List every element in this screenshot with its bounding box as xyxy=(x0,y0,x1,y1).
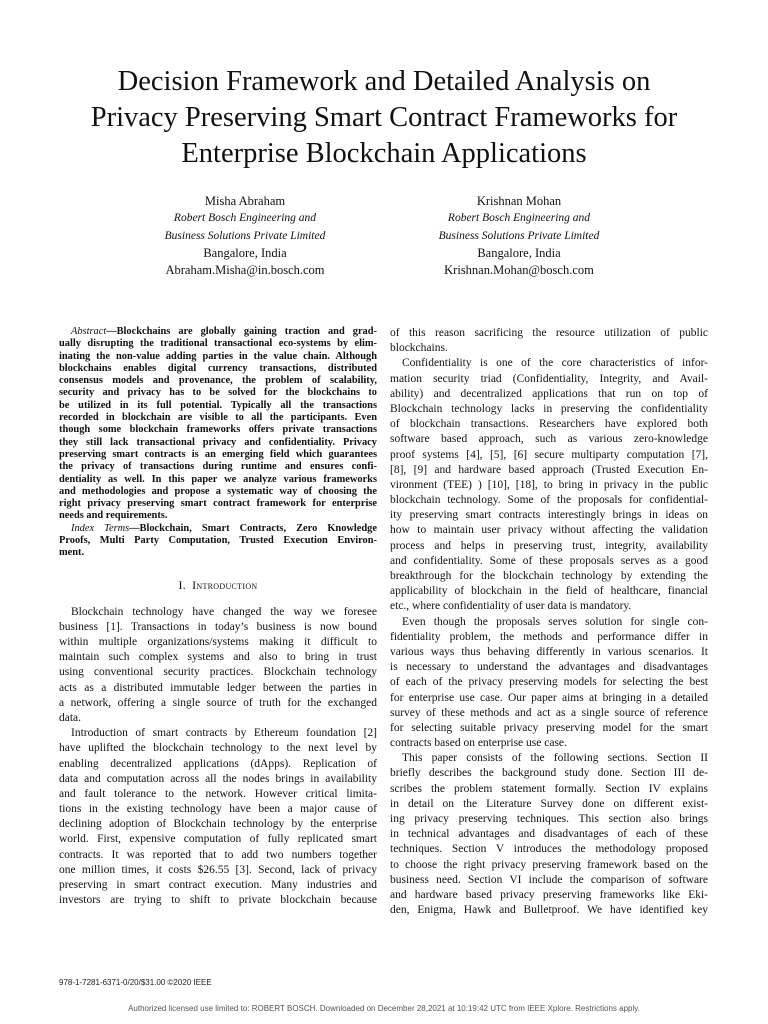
text-line: is necessary to understand the advantages and disadvantages xyxy=(390,661,708,674)
left-body-text xyxy=(59,605,377,909)
text-line: etc., where confidentiality of user data is mandatory. xyxy=(390,600,632,613)
text-line: inating the non-value adding parties in the value chain. Although xyxy=(59,350,377,362)
text-line: Even though the proposals serves solution for single con- xyxy=(402,615,708,628)
text-line: tions in the existing technology have been a major cause of xyxy=(59,803,377,816)
text-line: techniques. Section V introduces the methodology proposed xyxy=(390,843,708,856)
paper-title xyxy=(40,64,728,172)
author-affiliation: Robert Bosch Engineering and xyxy=(447,212,591,225)
text-line: dentiality as well. In this paper we analyze various frameworks xyxy=(59,473,377,485)
text-line: one million times, it costs $26.55 [3]. Second, lack of privacy xyxy=(59,863,377,876)
text-line: how to maintain user privacy without affecting the validation xyxy=(390,524,708,537)
text-line: and hardware based privacy preserving frameworks like Eki- xyxy=(390,888,708,901)
text-line: of this reason sacrificing the resource utilization of public xyxy=(390,327,708,339)
text-line: contracts. It was reported that to add two numbers together xyxy=(59,848,377,861)
author-location: Bangalore, India xyxy=(203,245,287,260)
text-line: investors are trying to shift to private blockchain because xyxy=(59,894,377,907)
text-line: the privacy of transactions during runtime and ensures confi- xyxy=(59,461,377,473)
text-line: within multiple organizations/systems making it difficult to xyxy=(59,636,377,649)
text-line: consensus models and provenance, the problem of scalability, xyxy=(59,375,377,387)
abstract xyxy=(59,326,377,523)
text-span: —Blockchains are globally gaining traction and grad- xyxy=(106,326,377,337)
text-line: ing privacy preserving techniques. This section also brings xyxy=(390,813,708,825)
author-affiliation: Business Solutions Private Limited xyxy=(438,229,600,242)
text-line: security and privacy has to be solved for the blockchains to xyxy=(59,387,377,399)
text-line: preserving smart contracts is an emerging field which guarantees xyxy=(59,448,377,460)
download-footer: Authorized licensed use limited to: ROBERT BOSCH. Downloaded on December 28,2021 at 10:19:42 UTC from IEEE Xplore. Restrictions apply. xyxy=(128,1004,640,1013)
index-terms xyxy=(59,523,377,560)
text-line: for enterprise use case. Our paper aims at bringing in a detailed xyxy=(390,691,708,704)
text-line: using conventional security practices. Blockchain technology xyxy=(59,666,377,679)
text-line: to choose the right privacy preserving framework based on the xyxy=(390,858,708,871)
text-line: briefly describes the background study done. Section III de- xyxy=(390,767,708,780)
text-line: of each of the privacy preserving models for selecting the best xyxy=(390,676,708,689)
text-line: blockchains. xyxy=(390,342,448,355)
block-label: Abstract xyxy=(71,326,107,337)
section-number: I. xyxy=(178,577,187,592)
text-line: in technical advantages and disadvantages of each of these xyxy=(390,828,708,841)
author-name: Misha Abraham xyxy=(204,194,286,208)
text-line: contracts based on enterprise use case. xyxy=(390,737,567,750)
text-line: in detail on the Literature Survey done on different exist- xyxy=(390,797,708,810)
text-line: various ways thus behaving differently in various scenarios. It xyxy=(390,645,708,658)
text-line: proof systems [4], [5], [6] secure multiparty computation [7], xyxy=(390,448,708,461)
text-line: ability) and decentralized applications that run on top of xyxy=(390,387,708,400)
text-line: though some blockchain frameworks offers private transactions xyxy=(59,424,377,436)
block-label: Index Terms xyxy=(71,522,130,534)
text-line: process and helps in preserving trust, integrity, availability xyxy=(390,539,708,552)
text-line: have uplifted the blockchain technology to the next level by xyxy=(59,742,377,755)
author-block-2 xyxy=(369,193,669,279)
text-line: [8], [9] and hardware based approach (Trusted Execution En- xyxy=(390,463,708,476)
section-title: Introduction xyxy=(192,577,258,592)
text-line: software based approach, such as various zero-knowledge xyxy=(390,433,708,446)
text-line: Proofs, Multi Party Computation, Trusted Execution Environ- xyxy=(59,535,377,547)
text-line: Confidentiality is one of the core characteristics of infor- xyxy=(402,357,708,370)
text-line: declining adoption of Blockchain technology by the enterprise xyxy=(59,818,377,831)
text-line xyxy=(59,326,377,338)
text-line: blockchain technology. Some of the proposals for confidential- xyxy=(390,494,708,507)
text-line: a network, offering a single source of truth for the exchanged xyxy=(59,696,377,709)
section-heading xyxy=(59,578,377,593)
author-location: Bangalore, India xyxy=(477,245,561,260)
isbn-copyright: 978-1-7281-6371-0/20/$31.00 ©2020 IEEE xyxy=(59,978,212,987)
text-line: enabling decentralized applications (dApps). Replication of xyxy=(59,757,377,770)
text-line: maintain such complex systems and also to bring in trust xyxy=(59,651,377,664)
text-line: scribes the problem statement formally. Section IV explains xyxy=(390,782,708,795)
text-line: survey of these methods and act as a single source of reference xyxy=(390,706,708,719)
title-line: Decision Framework and Detailed Analysis on xyxy=(117,66,651,97)
text-line: breakthrough for the blockchain technology by extending the xyxy=(390,570,708,582)
text-line: they still lack transactional privacy and confidentiality. Privacy xyxy=(59,436,377,448)
text-line: and methodologies and propose a systematic way of choosing the xyxy=(59,485,377,497)
text-line: fidentiality problem, the methods and performance differ in xyxy=(390,630,708,643)
author-name: Krishnan Mohan xyxy=(476,194,562,208)
right-body-text xyxy=(390,326,708,918)
text-span: —Blockchain, Smart Contracts, Zero Knowledge xyxy=(129,522,377,534)
text-line: Introduction of smart contracts by Ethereum foundation [2] xyxy=(71,727,377,740)
text-line: ment. xyxy=(59,547,85,559)
text-line: world. First, expensive computation of fully replicated smart xyxy=(59,833,377,846)
text-line: of blockchain transactions. Researchers have explored both xyxy=(390,418,708,431)
text-line: business need. Section VI include the comparison of software xyxy=(390,873,708,886)
text-line: This paper consists of the following sections. Section II xyxy=(402,752,708,765)
text-line: ity preserving smart contracts interestingly brings in ideas on xyxy=(390,509,708,522)
text-line: be utilized in its full potential. Typically all the transactions xyxy=(59,399,377,411)
right-column xyxy=(390,326,708,918)
text-line: mation security triad (Confidentiality, Integrity, and Avail- xyxy=(390,372,708,385)
text-line: applicability of blockchain in the field of healthcare, financial xyxy=(390,585,708,598)
text-line: for selecting suitable privacy preserving model for the smart xyxy=(390,721,708,734)
text-line xyxy=(59,523,377,535)
author-email: Abraham.Misha@in.bosch.com xyxy=(165,263,325,278)
text-line: recorded in blockchain are visible to all the participants. Even xyxy=(59,412,377,424)
text-line: Blockchain technology have changed the way we foresee xyxy=(71,605,377,618)
text-line: and fault tolerance to the network. However critical limita- xyxy=(59,787,377,800)
author-affiliation: Robert Bosch Engineering and xyxy=(173,212,317,225)
title-line: Privacy Preserving Smart Contract Frameworks for xyxy=(90,102,678,133)
text-line: preserving in smart contract execution. Many industries and xyxy=(59,879,377,892)
left-column xyxy=(59,326,377,908)
text-line: data and computation across all the nodes brings in availability xyxy=(59,772,377,785)
text-line: business [1]. Transactions in today’s business is now bound xyxy=(59,620,377,633)
text-line: den, Enigma, Hawk and Bulletproof. We have identified key xyxy=(390,904,708,917)
text-line: needs and requirements. xyxy=(59,510,168,522)
text-line: ually disrupting the traditional transactional eco-systems by elim- xyxy=(59,338,377,350)
text-line: data. xyxy=(59,711,82,724)
author-block-1 xyxy=(95,193,395,279)
text-line: blockchains enables digital currency transactions, distributed xyxy=(59,362,377,374)
text-line: right privacy preserving smart contract framework for enterprise xyxy=(59,498,377,510)
text-line: vironment (TEE) ) [10], [18], to bring in privacy in the public xyxy=(390,478,708,491)
author-affiliation: Business Solutions Private Limited xyxy=(164,229,326,242)
author-email: Krishnan.Mohan@bosch.com xyxy=(444,263,594,278)
title-line: Enterprise Blockchain Applications xyxy=(181,138,587,169)
text-line: Blockchain technology lacks in preserving the confidentiality xyxy=(390,402,708,415)
text-line: and confidentiality. Some of these proposals serves as a good xyxy=(390,554,708,567)
text-line: acts as a distributed immutable ledger between the parties in xyxy=(59,681,377,694)
